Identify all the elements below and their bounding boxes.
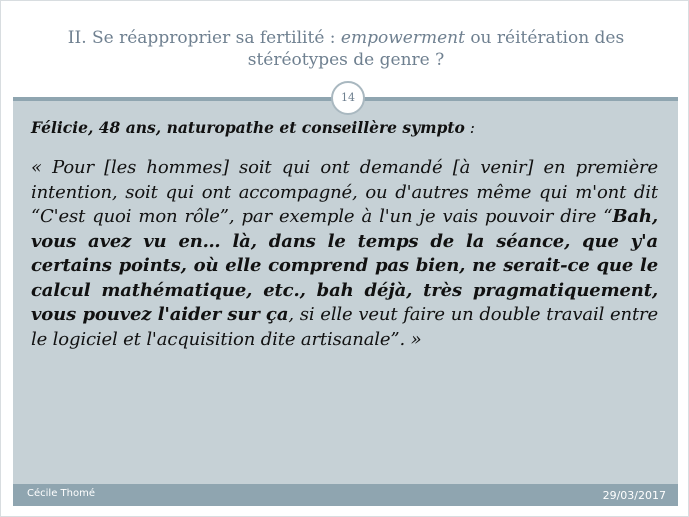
quote-outro: , si elle veut faire un double travail entre le logiciel et l'acquisition dite artisanale”. » xyxy=(31,304,658,350)
title-emphasis: empowerment xyxy=(340,28,465,48)
speaker-name: Félicie, 48 ans, naturopathe et conseillère sympto xyxy=(31,118,465,137)
quote-emphasis: Bah, vous avez vu en… là, dans le temps de la séance, que y'a certains points, où elle comprend pas bien, ne serait-ce que le calcul mathématique, etc., bah déjà, très pragmatiquement, vous pouvez l'aider sur ça xyxy=(31,206,658,325)
speaker-subtitle xyxy=(31,118,658,138)
quote-intro: « Pour [les hommes] soit qui ont demandé [à venir] en première intention, soit qui ont accompagné, ou d'autres même qui m'ont dit “C'est quoi mon rôle”, par exemple à l'un je vais pouvoir dire “ xyxy=(31,157,658,227)
speaker-colon: : xyxy=(464,119,476,137)
slide-title xyxy=(41,27,651,71)
page-number-badge: 14 xyxy=(331,81,365,115)
footer-author: Cécile Thomé xyxy=(27,488,95,499)
content-panel xyxy=(13,101,678,484)
interview-quote xyxy=(31,156,658,352)
title-text-end: ou réitération des stéréotypes de genre ? xyxy=(247,28,625,70)
title-text-start: II. Se réapproprier sa fertilité : xyxy=(67,28,341,48)
footer-date: 29/03/2017 xyxy=(602,489,666,502)
footer-bar xyxy=(13,484,678,506)
